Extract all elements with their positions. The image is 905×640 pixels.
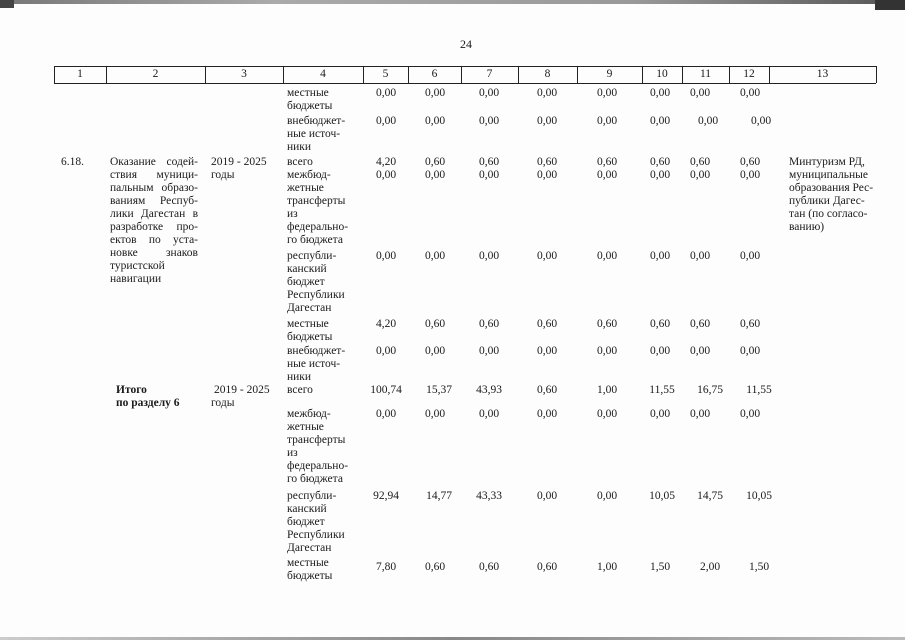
total-label-line: Итого [116, 384, 147, 396]
total-period-line: 2019 - 2025 [214, 384, 270, 396]
value-cell: 0,00 [478, 408, 500, 420]
executor-line: образования Рес- [789, 182, 874, 194]
source-line: канский [287, 503, 327, 515]
value-cell: 0,60 [478, 156, 500, 168]
source-line: республи- [287, 250, 337, 262]
source-line: бюджет [287, 516, 325, 528]
source-line: внебюджет- [287, 345, 346, 357]
value-cell: 14,75 [697, 490, 723, 502]
item-name-line: Оказание содей- [110, 156, 198, 168]
value-cell: 0,00 [536, 169, 558, 181]
value-cell: 0,00 [596, 87, 618, 99]
value-cell: 0,60 [739, 156, 761, 168]
value-cell: 0,00 [649, 115, 671, 127]
value-cell: 0,00 [375, 115, 397, 127]
value-cell: 10,05 [649, 490, 675, 502]
value-cell: 0,00 [424, 115, 446, 127]
value-cell: 0,60 [536, 561, 558, 573]
source-line: го бюджета [287, 473, 343, 485]
value-cell: 0,00 [536, 490, 558, 502]
source-line: федерально- [287, 221, 349, 233]
value-cell: 0,60 [739, 318, 761, 330]
value-cell: 0,00 [649, 87, 671, 99]
header-col-12: 12 [743, 68, 755, 80]
value-cell: 0,00 [739, 87, 761, 99]
item-period-line: годы [211, 169, 235, 181]
header-col-4: 4 [320, 68, 326, 80]
source-line: всего [287, 156, 313, 168]
header-col-5: 5 [382, 68, 389, 80]
value-cell: 0,00 [536, 87, 558, 99]
executor-line: тан (по согласо- [789, 208, 868, 220]
value-cell: 0,00 [739, 169, 761, 181]
header-col-1: 1 [77, 68, 83, 80]
source-line: ники [287, 141, 312, 153]
header-col-13: 13 [816, 68, 829, 80]
value-cell: 0,00 [689, 345, 711, 357]
item-name-line: новке знаков [110, 247, 198, 259]
source-line: Республики [287, 529, 345, 541]
item-number: 6.18. [61, 156, 84, 168]
value-cell: 0,00 [424, 408, 446, 420]
value-cell: 0,00 [689, 408, 711, 420]
header-col-7: 7 [486, 68, 493, 80]
value-cell: 11,55 [746, 384, 772, 396]
source-line: республи- [287, 490, 337, 502]
header-col-3: 3 [241, 68, 247, 80]
source-line: бюджеты [287, 100, 333, 112]
total-period-line: годы [211, 397, 235, 409]
value-cell: 0,00 [596, 345, 618, 357]
value-cell: 2,00 [699, 561, 721, 573]
value-cell: 16,75 [697, 384, 723, 396]
source-line: местные [287, 87, 329, 99]
scan-edge-top [0, 0, 905, 4]
value-cell: 0,60 [424, 156, 446, 168]
value-cell: 0,00 [536, 408, 558, 420]
value-cell: 0,60 [689, 156, 711, 168]
executor-line: публики Дагес- [789, 195, 865, 207]
value-cell: 0,00 [375, 345, 397, 357]
value-cell: 0,60 [536, 318, 558, 330]
item-name-line: туристской [110, 260, 165, 272]
value-cell: 0,60 [424, 561, 446, 573]
value-cell: 0,00 [478, 250, 500, 262]
value-cell: 0,00 [649, 408, 671, 420]
source-line: межбюд- [287, 408, 331, 420]
value-cell: 0,60 [649, 156, 671, 168]
executor-line: ванию) [789, 221, 825, 233]
item-name-line: навигации [110, 273, 162, 285]
value-cell: 11,55 [649, 384, 675, 396]
value-cell: 0,60 [424, 318, 446, 330]
value-cell: 0,00 [424, 169, 446, 181]
source-line: канский [287, 263, 327, 275]
source-line: ные источ- [287, 128, 341, 140]
header-col-10: 10 [656, 68, 668, 80]
value-cell: 0,00 [596, 169, 618, 181]
source-line: го бюджета [287, 234, 343, 246]
value-cell: 0,00 [424, 345, 446, 357]
source-line: федерально- [287, 460, 349, 472]
value-cell: 0,00 [649, 345, 671, 357]
value-cell: 0,00 [739, 250, 761, 262]
executor-line: муниципальные [789, 169, 868, 181]
value-cell: 0,60 [596, 156, 618, 168]
item-name-line: лики Дагестан в [110, 208, 198, 220]
value-cell: 92,94 [373, 490, 399, 502]
value-cell: 0,00 [478, 169, 500, 181]
source-line: Дагестан [287, 302, 332, 314]
value-cell: 0,00 [689, 87, 711, 99]
col-divider [876, 66, 877, 83]
source-line: из [287, 447, 298, 459]
source-line: трансферты [287, 195, 346, 207]
value-cell: 0,00 [649, 250, 671, 262]
source-line: местные [287, 557, 329, 569]
source-line: бюджеты [287, 331, 333, 343]
source-line: жетные [287, 182, 324, 194]
source-line: из [287, 208, 298, 220]
value-cell: 1,50 [649, 561, 671, 573]
value-cell: 0,60 [478, 561, 500, 573]
value-cell: 0,00 [375, 87, 397, 99]
source-line: всего [287, 384, 313, 396]
value-cell: 0,00 [596, 408, 618, 420]
value-cell: 0,00 [478, 115, 500, 127]
value-cell: 0,00 [536, 250, 558, 262]
scan-shadow-left [0, 0, 14, 8]
value-cell: 0,60 [478, 318, 500, 330]
value-cell: 0,00 [478, 87, 500, 99]
value-cell: 0,60 [536, 156, 558, 168]
value-cell: 7,80 [375, 561, 397, 573]
header-bottom-rule [54, 83, 876, 84]
value-cell: 10,05 [746, 490, 772, 502]
value-cell: 0,00 [596, 115, 618, 127]
value-cell: 0,00 [375, 408, 397, 420]
value-cell: 0,00 [424, 250, 446, 262]
value-cell: 0,00 [596, 250, 618, 262]
value-cell: 43,93 [476, 384, 502, 396]
page-number: 24 [460, 37, 472, 51]
header-col-2: 2 [152, 68, 159, 80]
header-col-6: 6 [431, 68, 438, 80]
source-line: бюджеты [287, 570, 333, 582]
value-cell: 0,00 [689, 169, 711, 181]
value-cell: 0,60 [596, 318, 618, 330]
value-cell: 100,74 [370, 384, 402, 396]
value-cell: 0,00 [536, 115, 558, 127]
value-cell: 0,00 [750, 115, 772, 127]
value-cell: 0,00 [375, 250, 397, 262]
value-cell: 0,00 [375, 169, 397, 181]
value-cell: 0,00 [596, 490, 618, 502]
value-cell: 4,20 [375, 318, 397, 330]
source-line: трансферты [287, 434, 346, 446]
source-line: Республики [287, 289, 345, 301]
source-line: жетные [287, 421, 324, 433]
value-cell: 4,20 [375, 156, 397, 168]
source-line: местные [287, 318, 329, 330]
value-cell: 0,00 [739, 345, 761, 357]
source-line: ные источ- [287, 358, 341, 370]
item-name-line: ствия муници- [110, 169, 198, 181]
item-period-line: 2019 - 2025 [211, 156, 267, 168]
value-cell: 15,37 [426, 384, 452, 396]
executor-line: Минтуризм РД, [789, 156, 865, 168]
value-cell: 0,60 [689, 318, 711, 330]
value-cell: 0,00 [689, 250, 711, 262]
value-cell: 0,00 [649, 169, 671, 181]
item-name-line: пальным образо- [110, 182, 198, 194]
value-cell: 1,00 [596, 561, 618, 573]
value-cell: 0,00 [697, 115, 719, 127]
value-cell: 0,60 [649, 318, 671, 330]
item-name-line: ектов по уста- [110, 234, 198, 246]
total-label-line: по разделу 6 [116, 397, 180, 409]
header-col-8: 8 [544, 68, 551, 80]
value-cell: 0,00 [536, 345, 558, 357]
value-cell: 43,33 [476, 490, 502, 502]
source-line: межбюд- [287, 169, 331, 181]
source-line: внебюджет- [287, 115, 346, 127]
header-top-rule [54, 66, 876, 67]
value-cell: 0,00 [739, 408, 761, 420]
item-name-line: разработке про- [110, 221, 198, 233]
source-line: ники [287, 371, 312, 383]
value-cell: 0,60 [536, 384, 558, 396]
value-cell: 14,77 [426, 490, 452, 502]
source-line: бюджет [287, 276, 325, 288]
value-cell: 0,00 [478, 345, 500, 357]
item-name-line: ваниям Респуб- [110, 195, 198, 207]
value-cell: 1,50 [748, 561, 770, 573]
value-cell: 0,00 [424, 87, 446, 99]
scan-shadow-right [875, 0, 905, 10]
source-line: Дагестан [287, 542, 332, 554]
value-cell: 1,00 [596, 384, 618, 396]
header-col-9: 9 [606, 68, 613, 80]
header-col-11: 11 [699, 68, 712, 80]
